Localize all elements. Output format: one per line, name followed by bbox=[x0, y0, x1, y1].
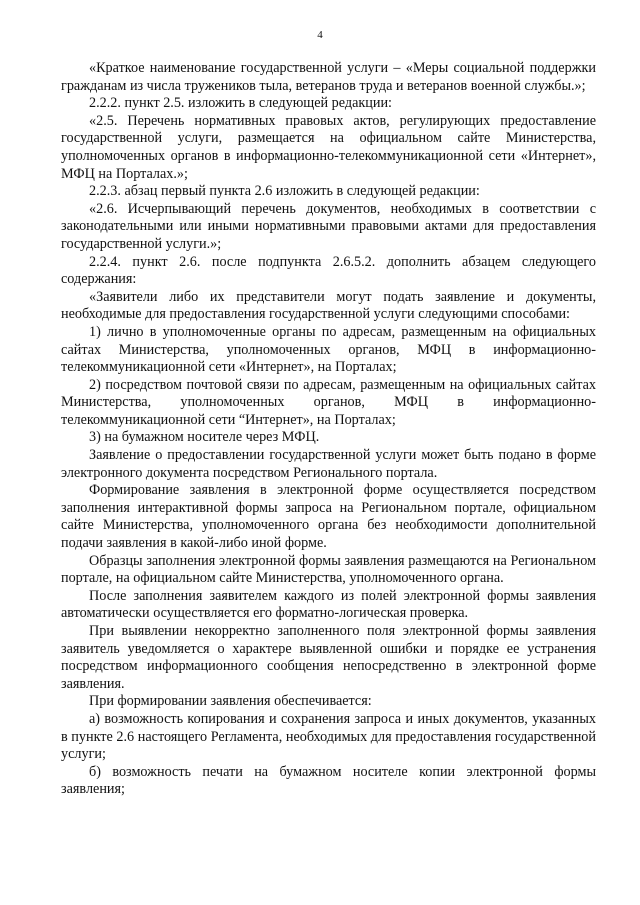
list-item-by-post: 2) посредством почтовой связи по адресам, размещенным на официальных сайтах Министерства, уполномоченных органов, МФЦ в информационно-телекоммуникационной сети “Интернет», на Порталах; bbox=[61, 376, 596, 428]
paragraph-2-6: «2.6. Исчерпывающий перечень документов, необходимых в соответствии с законодательными или иными нормативными правовыми актами для предоставления государственной услуги.»; bbox=[61, 200, 596, 252]
list-item-print: б) возможность печати на бумажном носителе копии электронной формы заявления; bbox=[61, 763, 596, 798]
paragraph-2-2-3: 2.2.3. абзац первый пункта 2.6 изложить в следующей редакции: bbox=[89, 183, 480, 200]
paragraph-electronic-submission: Заявление о предоставлении государственной услуги может быть подано в форме электронного документа посредством Регионального портала. bbox=[61, 447, 596, 481]
paragraph-submission-ways: «Заявители либо их представители могут подать заявление и документы, необходимые для предоставления государственной услуги следующими способами: bbox=[61, 288, 596, 323]
document-body bbox=[61, 60, 596, 799]
paragraph-form-samples: Образцы заполнения электронной формы заявления размещаются на Региональном портале, на официальном сайте Министерства, уполномоченного органа. bbox=[61, 552, 596, 587]
list-item-paper-via-mfc: 3) на бумажном носителе через МФЦ. bbox=[89, 429, 320, 446]
list-item-copy-save: а) возможность копирования и сохранения запроса и иных документов, указанных в пункте 2.6 настоящего Регламента, необходимых для предоставления государственной услуги; bbox=[61, 710, 596, 763]
paragraph-error-notice: При выявлении некорректно заполненного поля электронной формы заявления заявитель уведомляется о характере выявленной ошибки и порядке ее устранения посредством информационного сообщения непосредственно в электронной форме заявления. bbox=[61, 623, 596, 692]
paragraph-2-2-2: 2.2.2. пункт 2.5. изложить в следующей редакции: bbox=[89, 95, 392, 112]
paragraph-short-name: «Краткое наименование государственной услуги – «Меры социальной поддержки гражданам из числа тружеников тыла, ветеранов труда и ветеранов военной службы.»; bbox=[61, 60, 596, 94]
paragraph-form-creation: Формирование заявления в электронной форме осуществляется посредством заполнения интерактивной формы запроса на Региональном портале, официальном сайте Министерства, уполномоченного органа без необходимости дополнительной подачи заявления в какой-либо иной форме. bbox=[61, 482, 596, 552]
paragraph-format-check: После заполнения заявителем каждого из полей электронной формы заявления автоматически осуществляется его форматно-логическая проверка. bbox=[61, 587, 596, 622]
paragraph-provisions: При формировании заявления обеспечивается: bbox=[89, 693, 372, 710]
paragraph-2-5: «2.5. Перечень нормативных правовых актов, регулирующих предоставление государственной услуги, размещается на официальном сайте Министерства, уполномоченных органов в информационно-телекоммуникационной сети «Интернет», МФЦ на Порталах.»; bbox=[61, 112, 596, 182]
page-number: 4 bbox=[317, 29, 323, 41]
paragraph-2-2-4: 2.2.4. пункт 2.6. после подпункта 2.6.5.2. дополнить абзацем следующего содержания: bbox=[61, 253, 596, 288]
list-item-in-person: 1) лично в уполномоченные органы по адресам, размещенным на официальных сайтах Министерства, уполномоченных органов, МФЦ в информационно-телекоммуникационной сети «Интернет», на Порталах; bbox=[61, 323, 596, 376]
